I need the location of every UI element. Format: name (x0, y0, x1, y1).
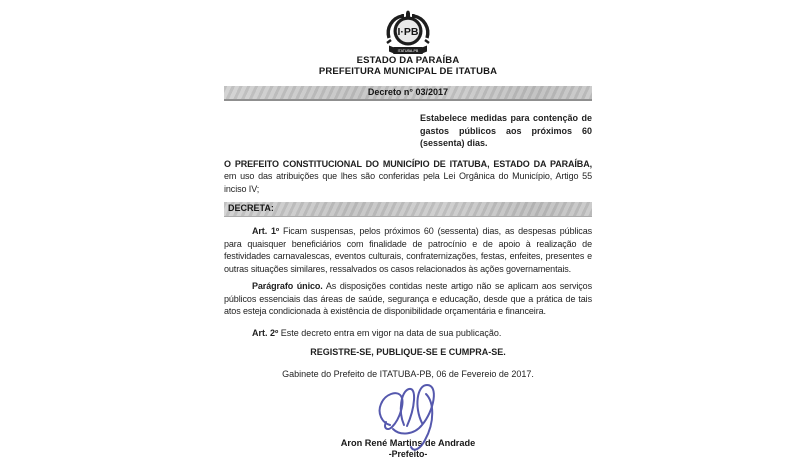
closing-formula: REGISTRE-SE, PUBLIQUE-SE E CUMPRA-SE. (310, 347, 506, 357)
article-2-text: Este decreto entra em vigor na data de sua publicação. (278, 327, 502, 338)
decree-number-bar: Decreto n° 03/2017 (224, 86, 592, 101)
sole-paragraph-label: Parágrafo único. (252, 281, 323, 291)
decreta-bar: DECRETA: (224, 202, 592, 217)
decree-document (224, 0, 592, 459)
article-1-text: Ficam suspensas, pelos próximos 60 (sessenta) dias, as despesas públicas para quaisquer beneficiários com finalidade de patrocínio e de apoio à realização de festividades carnavalescas, eventos culturais, confraternizações, festas, enfeites, presentes e outras situações similares, ressalvados os casos relacionados às ações governamentais. (224, 226, 593, 274)
signature-block (224, 438, 592, 459)
letterhead-municipality: PREFEITURA MUNICIPAL DE ITATUBA (318, 66, 498, 77)
sole-paragraph (224, 280, 592, 318)
article-1 (224, 225, 592, 275)
decree-summary: Estabelece medidas para contenção de gastos públicos aos próximos 60 (sessenta) dias. (420, 113, 592, 148)
municipal-coat-of-arms-icon (381, 9, 435, 55)
signer-name: Aron René Martins de Andrade (340, 438, 476, 448)
signer-title: -Prefeito- (388, 449, 428, 459)
article-2-label: Art. 2º (252, 327, 279, 338)
article-2 (224, 327, 592, 340)
letterhead-state: ESTADO DA PARAÍBA (356, 55, 460, 66)
preamble-authority: O PREFEITO CONSTITUCIONAL DO MUNICÍPIO DE ITATUBA, ESTADO DA PARAÍBA, (224, 158, 592, 169)
emblem-monogram: I·PB (397, 26, 419, 39)
decree-preamble (224, 158, 592, 196)
sole-paragraph-text: As disposições contidas neste artigo não se aplicam aos serviços públicos essenciais das áreas de saúde, segurança e educação, desde que a prática de tais atos esteja condicionada à existência de disponibilidade orçamentária e financeira. (224, 281, 592, 316)
place-date-line: Gabinete do Prefeito de ITATUBA-PB, 06 de Fevereio de 2017. (282, 368, 534, 379)
article-1-label: Art. 1º (252, 226, 280, 236)
emblem-banner-text: ITATUBA-PB (397, 49, 419, 54)
preamble-continuation: em uso das atribuições que lhes são conferidas pela Lei Orgânica do Município, Artigo 55 inciso IV; (224, 171, 592, 194)
